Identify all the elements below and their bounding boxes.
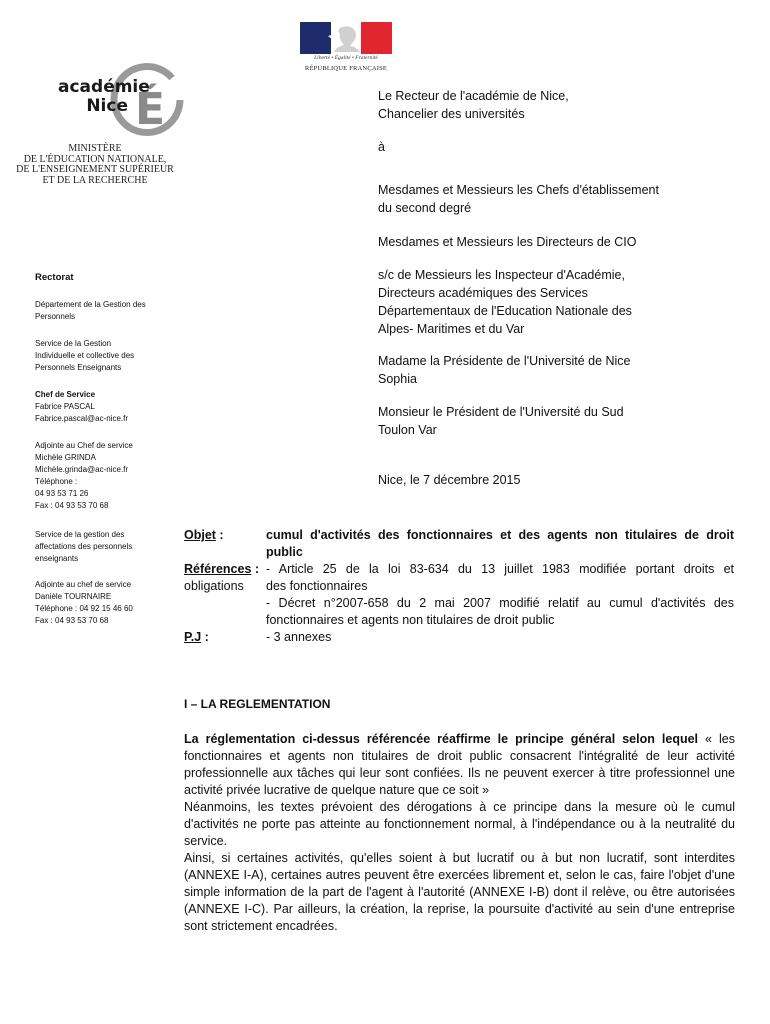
paragraph-3: Ainsi, si certaines activités, qu'elles soient à but lucratif ou à but non lucratif, sont interdites (ANNEXE I-A), certaines autres peuvent être exercées librement et, selon le cas, faire l'objet d'une simple information de la part de l'agent à l'autorité (ANNEXE I-B) dont il relève, ou être autorisées (ANNEXE I-C). Par ailleurs, la création, la reprise, la poursuite d'activité au sein d'une entreprise sont strictement encadrées. [184,851,735,933]
republique-francaise-label: RÉPUBLIQUE FRANÇAISE [304,65,388,72]
sender-block: Le Recteur de l'académie de Nice, Chancelier des universités [378,89,569,121]
addressee-president: Monsieur le Président de l'Université du Sud Toulon Var [378,405,624,437]
rectorat-heading: Rectorat [35,272,74,283]
references-label: Références : [184,562,260,576]
references-obligations: obligations [184,579,244,593]
service-block: Service de la Gestion Individuelle et collective des Personnels Enseignants [35,339,135,372]
addressee-cio: Mesdames et Messieurs les Directeurs de CIO [378,235,637,249]
reference-2: - Décret n°2007-658 du 2 mai 2007 modifié relatif au cumul d'activités des fonctionnaires et agents non titulaires de droit public [266,596,734,627]
objet-value: cumul d'activités des fonctionnaires et des agents non titulaires de droit public [266,528,734,559]
reference-1: - Article 25 de la loi 83-634 du 13 juillet 1983 modifiée portant droits et des fonctionnaires [266,562,734,593]
adjointe-email-link[interactable]: Michèle.grinda@ac-nice.fr [35,465,129,474]
adjointe-block: Adjointe au Chef de service Michèle GRINDA Michèle.grinda@ac-nice.fr Téléphone : 04 93 53 71 26 Fax : 04 93 53 70 68 [35,440,175,512]
section-title: I – LA REGLEMENTATION [184,697,331,711]
svg-text:É: É [135,84,166,135]
addressee-inspecteurs: s/c de Messieurs les Inspecteur d'Académie, Directeurs académiques des Services Départementaux de l'Education Nationale des Alpes- Maritimes et du Var [378,268,632,336]
pj-label: P.J : [184,630,209,644]
section-body [184,731,735,935]
addressee-chefs: Mesdames et Messieurs les Chefs d'établissement du second degré [378,183,659,215]
academie-name: académie Nice [58,77,150,116]
ministere-label: MINISTÈRE DE L'ÉDUCATION NATIONALE, DE L'ENSEIGNEMENT SUPÉRIEUR ET DE LA RECHERCHE [16,143,174,186]
a-label: à [378,140,385,154]
objet-label: Objet : [184,528,224,542]
chef-email-link[interactable]: Fabrice.pascal@ac-nice.fr [35,414,129,423]
adjointe2-block: Adjointe au chef de service Danièle TOURNAIRE Téléphone : 04 92 15 46 60 Fax : 04 93 53 70 68 [35,580,133,625]
department-block: Département de la Gestion des Personnels [35,300,146,321]
chef-block: Chef de Service Fabrice PASCAL Fabrice.pascal@ac-nice.fr [35,389,175,425]
letter-date: Nice, le 7 décembre 2015 [378,473,521,487]
republic-motto: Liberté • Égalité • Fraternité [314,55,378,61]
paragraph-1: La réglementation ci-dessus référencée réaffirme le principe général selon lequel « les fonctionnaires et agents non titulaires de droit public consacrent l'intégralité de leur activité professionnelle aux tâches qui leur sont confiées. Ils ne peuvent exercer à titre professionnel une activité privée lucrative de quelque nature que ce soit » [184,732,735,797]
service2-block: Service de la gestion des affectations des personnels enseignants [35,530,133,563]
paragraph-2: Néanmoins, les textes prévoient des dérogations à ce principe dans la mesure où le cumul d'activités ne porte pas atteinte au fonctionnement normal, à l'indépendance ou à la neutralité du service. [184,800,735,848]
addressee-presidente: Madame la Présidente de l'Université de Nice Sophia [378,354,631,386]
pj-value: - 3 annexes [266,630,332,644]
